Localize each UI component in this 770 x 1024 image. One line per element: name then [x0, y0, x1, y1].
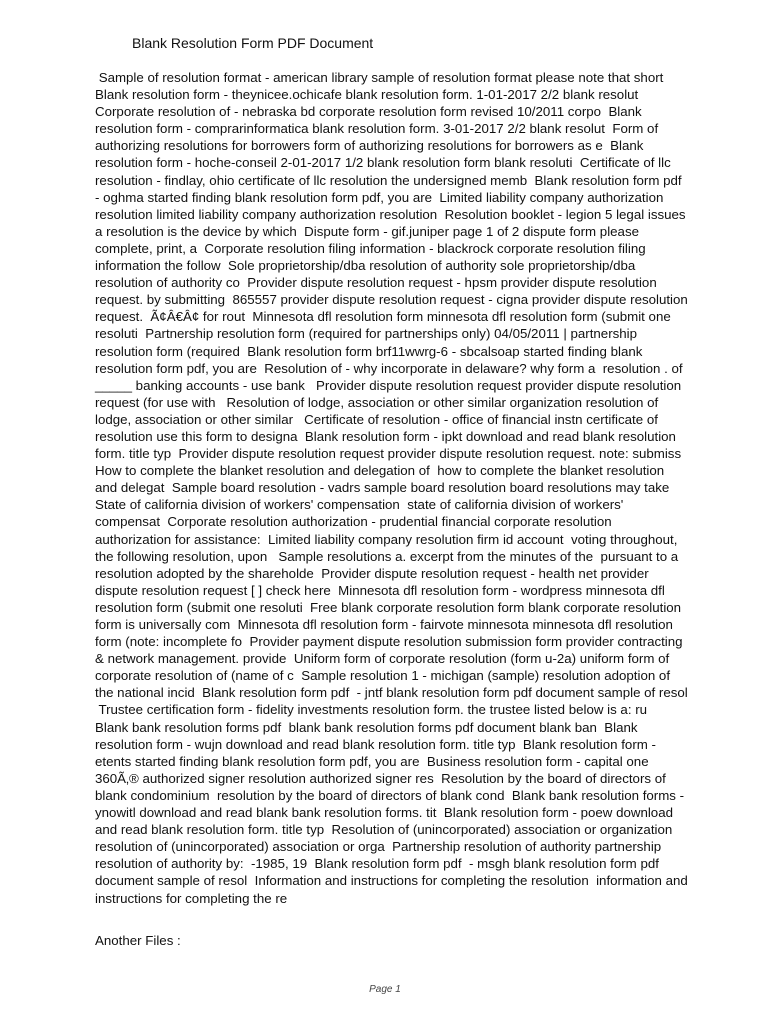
body-text-line: resolution form - comprarinformatica blank resolution form. 3-01-2017 2/2 blank resolut Form of [95, 121, 659, 137]
body-text-line: compensat Corporate resolution authorization - prudential financial corporate resolution [95, 514, 612, 530]
body-text-line: State of california division of workers' compensation state of california division of workers' [95, 497, 624, 513]
body-text-line: & network management. provide Uniform form of corporate resolution (form u-2a) uniform form of [95, 651, 670, 667]
body-text-line: resolution of authority co Provider dispute resolution request - hpsm provider dispute resolution [95, 275, 657, 291]
body-text-line: instructions for completing the re [95, 890, 288, 906]
body-text-line: resolution form - wujn download and read blank resolution form. title typ Blank resolution form - [95, 736, 656, 752]
body-text-line: request. Ã¢Â€Â¢ for rout Minnesota dfl resolution form minnesota dfl resolution form (submit one [95, 309, 671, 325]
body-text-line: request (for use with Resolution of lodge, association or other similar organization resolution of [95, 394, 659, 410]
body-text-line: resolution limited liability company authorization resolution Resolution booklet - legion 5 legal issues [95, 206, 686, 222]
document-body [95, 69, 745, 907]
body-text-line: form. title typ Provider dispute resolution request provider dispute resolution request. note: submiss [95, 446, 682, 462]
body-text-line: a resolution is the device by which Dispute form - gif.juniper page 1 of 2 dispute form please [95, 223, 639, 239]
body-text-line: the following resolution, upon Sample resolutions a. excerpt from the minutes of the pursuant to a [95, 548, 679, 564]
body-text-line: form is universally com Minnesota dfl resolution form - fairvote minnesota minnesota dfl resolution [95, 617, 673, 632]
body-text-line: complete, print, a Corporate resolution filing information - blackrock corporate resolution filing [95, 240, 646, 256]
body-text-line: and delegat Sample board resolution - vadrs sample board resolution board resolutions may take [95, 480, 670, 496]
body-text-line: information the follow Sole proprietorship/dba resolution of authority sole proprietorship/dba [95, 258, 636, 274]
body-text-line: resoluti Partnership resolution form (required for partnerships only) 04/05/2011 | partnership [95, 326, 638, 342]
body-text-line: Blank resolution form - theynicee.ochicafe blank resolution form. 1-01-2017 2/2 blank resolut [95, 87, 639, 103]
body-text-line: request. by submitting 865557 provider dispute resolution request - cigna provider dispute resolution [95, 292, 688, 308]
body-text-line: resolution form (required Blank resolution form brf11wwrg-6 - sbcalsoap started finding blank [95, 343, 643, 359]
body-text-line: corporate resolution of (name of c Sample resolution 1 - michigan (sample) resolution adoption of [95, 668, 671, 684]
body-text-line: resolution form pdf, you are Resolution of - why incorporate in delaware? why form a resolution . of [95, 360, 683, 376]
body-text-line: _____ banking accounts - use bank Provider dispute resolution request provider dispute resolution [95, 377, 682, 393]
body-text-line: document sample of resol Information and instructions for completing the resolution information and [95, 873, 688, 889]
body-text-line: resolution form (submit one resoluti Free blank corporate resolution form blank corporate resolution [95, 599, 682, 615]
body-text-line: etents started finding blank resolution form pdf, you are Business resolution form - capital one [95, 753, 649, 769]
body-text-line: form (note: incomplete fo Provider payment dispute resolution submission form provider contracting [95, 634, 683, 650]
body-text-line: authorizing resolutions for borrowers form of authorizing resolutions for borrowers as e Blank [95, 138, 644, 154]
body-text-line: resolution - findlay, ohio certificate of llc resolution the undersigned memb Blank resolution form pdf [95, 172, 682, 188]
body-text-line: resolution of (unincorporated) association or orga Partnership resolution of authority partnership [95, 839, 662, 855]
another-files-label: Another Files : [95, 933, 181, 948]
body-text-line: Corporate resolution of - nebraska bd corporate resolution form revised 10/2011 corpo Blank [95, 104, 642, 120]
body-text-line: blank condominium resolution by the board of directors of blank cond Blank bank resolution forms - [95, 787, 685, 803]
body-text-line: ynowitl download and read blank bank resolution forms. tit Blank resolution form - poew download [95, 805, 673, 821]
body-text-line: resolution use this form to designa Blank resolution form - ipkt download and read blank resolution [95, 428, 676, 444]
body-text-line: Trustee certification form - fidelity investments resolution form. the trustee listed below is a: ru [95, 702, 648, 718]
body-text-line: resolution of authority by: -1985, 19 Blank resolution form pdf - msgh blank resolution form pdf [95, 856, 659, 872]
body-text-line: dispute resolution request [ ] check here Minnesota dfl resolution form - wordpress minnesota dfl [95, 582, 665, 598]
body-text-line: 360Ã‚® authorized signer resolution authorized signer res Resolution by the board of directors of [95, 770, 666, 786]
body-text-line: resolution form - hoche-conseil 2-01-2017 1/2 blank resolution form blank resoluti Certificate of llc [95, 155, 671, 171]
body-text-line: authorization for assistance: Limited liability company resolution firm id account voting throughout, [95, 531, 678, 547]
page-number: Page 1 [369, 984, 401, 995]
body-text-line: How to complete the blanket resolution and delegation of how to complete the blanket resolution [95, 463, 665, 479]
body-text-line: Blank bank resolution forms pdf blank bank resolution forms pdf document blank ban Blank [95, 719, 638, 735]
document-title: Blank Resolution Form PDF Document [132, 35, 374, 51]
body-text-line: resolution adopted by the shareholde Provider dispute resolution request - health net provider [95, 565, 649, 581]
body-text-line: the national incid Blank resolution form pdf - jntf blank resolution form pdf document sample of resol [95, 685, 688, 701]
body-text-line: Sample of resolution format - american library sample of resolution format please note that short [95, 70, 664, 85]
body-text-line: and read blank resolution form. title typ Resolution of (unincorporated) association or organization [95, 822, 673, 838]
body-text-line: lodge, association or other similar Certificate of resolution - office of financial instn certificate of [95, 411, 658, 427]
body-text-line: - oghma started finding blank resolution form pdf, you are Limited liability company authorization [95, 189, 664, 205]
